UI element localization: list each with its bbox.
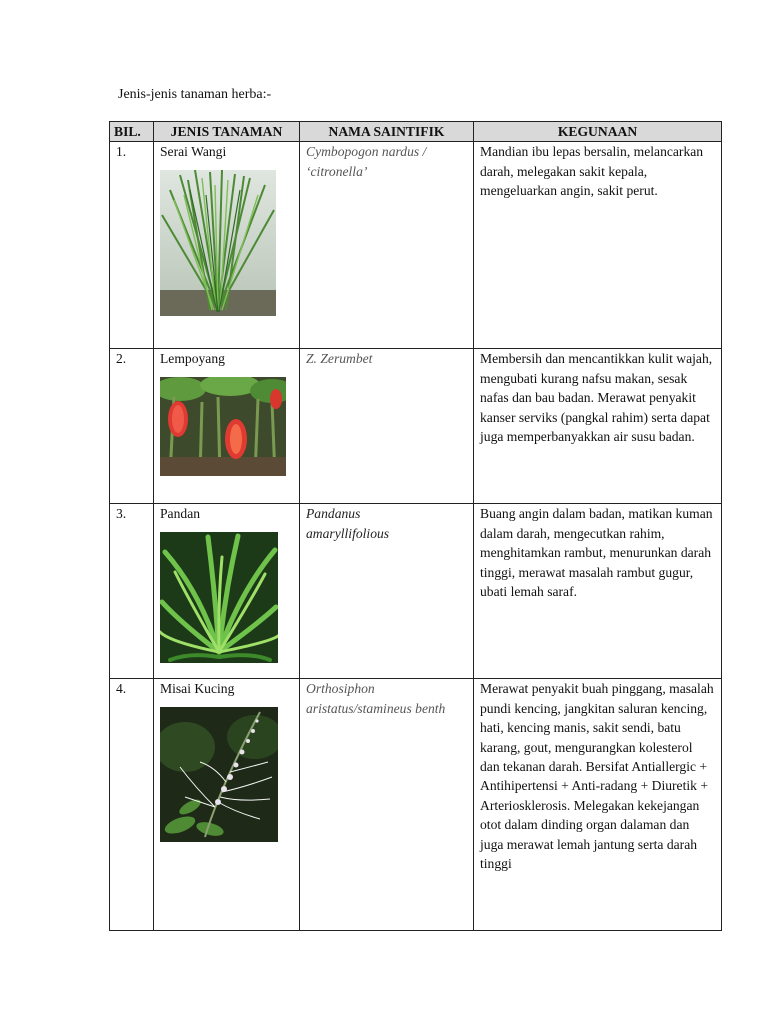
scientific-name-cell — [300, 349, 474, 504]
row-number: 2. — [110, 349, 154, 504]
plant-cell — [154, 679, 300, 931]
scientific-name: Pandanus — [306, 506, 361, 522]
scientific-name: Cymbopogon nardus / — [306, 144, 427, 160]
plant-cell — [154, 142, 300, 349]
usage-text: Buang angin dalam badan, matikan kuman dalam darah, mengecutkan rahim, menghitamkan rambut, menurunkan darah tinggi, merawat masalah rambut gugur, ubati lemah saraf. — [474, 504, 722, 679]
row-number: 1. — [110, 142, 154, 349]
table-row — [110, 679, 722, 931]
plant-cell — [154, 504, 300, 679]
scientific-name-cell — [300, 504, 474, 679]
scientific-name-alt: amaryllifolious — [306, 525, 390, 541]
header-nama-saintifik: NAMA SAINTIFIK — [300, 122, 474, 142]
table-header-row — [110, 122, 722, 142]
header-kegunaan: KEGUNAAN — [474, 122, 722, 142]
header-jenis-tanaman: JENIS TANAMAN — [154, 122, 300, 142]
intro-text: Jenis-jenis tanaman herba:- — [118, 87, 272, 102]
scientific-name-cell — [300, 679, 474, 931]
plant-name: Serai Wangi — [160, 144, 227, 160]
table-row — [110, 142, 722, 349]
plant-name: Lempoyang — [160, 351, 225, 367]
usage-text: Merawat penyakit buah pinggang, masalah pundi kencing, jangkitan saluran kencing, hati, kencing manis, sakit sendi, batu karang, gout, mengurangkan kolesterol dan tekanan darah. Bersifat Antiallergic + Antihipertensi + Anti-radang + Diuretik + Arteriosklerosis. Melegakan kekejangan otot dalam dinding organ dalaman dan juga merawat lemah jantung serta darah tinggi — [474, 679, 722, 931]
scientific-name-alt: aristatus/stamineus benth — [306, 700, 446, 716]
plant-cell — [154, 349, 300, 504]
serai-wangi-photo — [160, 170, 293, 316]
usage-text: Membersih dan mencantikkan kulit wajah, mengubati kurang nafsu makan, sesak nafas dan bau badan. Merawat penyakit kanser serviks (pangkal rahim) serta dapat juga memperbanyakkan air susu badan. — [474, 349, 722, 504]
scientific-name-cell — [300, 142, 474, 349]
usage-text: Mandian ibu lepas bersalin, melancarkan darah, melegakan sakit kepala, mengeluarkan angin, sakit perut. — [474, 142, 722, 349]
scientific-name: Z. Zerumbet — [306, 351, 373, 367]
scientific-name-alt: ‘citronella’ — [306, 163, 368, 179]
table-row — [110, 349, 722, 504]
row-number: 3. — [110, 504, 154, 679]
table-row — [110, 504, 722, 679]
plant-name: Misai Kucing — [160, 681, 235, 697]
header-bil: BIL. — [110, 122, 154, 142]
plant-name: Pandan — [160, 506, 201, 522]
misai-kucing-photo — [160, 707, 293, 842]
herb-table — [109, 121, 722, 931]
pandan-photo — [160, 532, 293, 663]
lempoyang-photo — [160, 377, 293, 476]
row-number: 4. — [110, 679, 154, 931]
scientific-name: Orthosiphon — [306, 681, 375, 697]
